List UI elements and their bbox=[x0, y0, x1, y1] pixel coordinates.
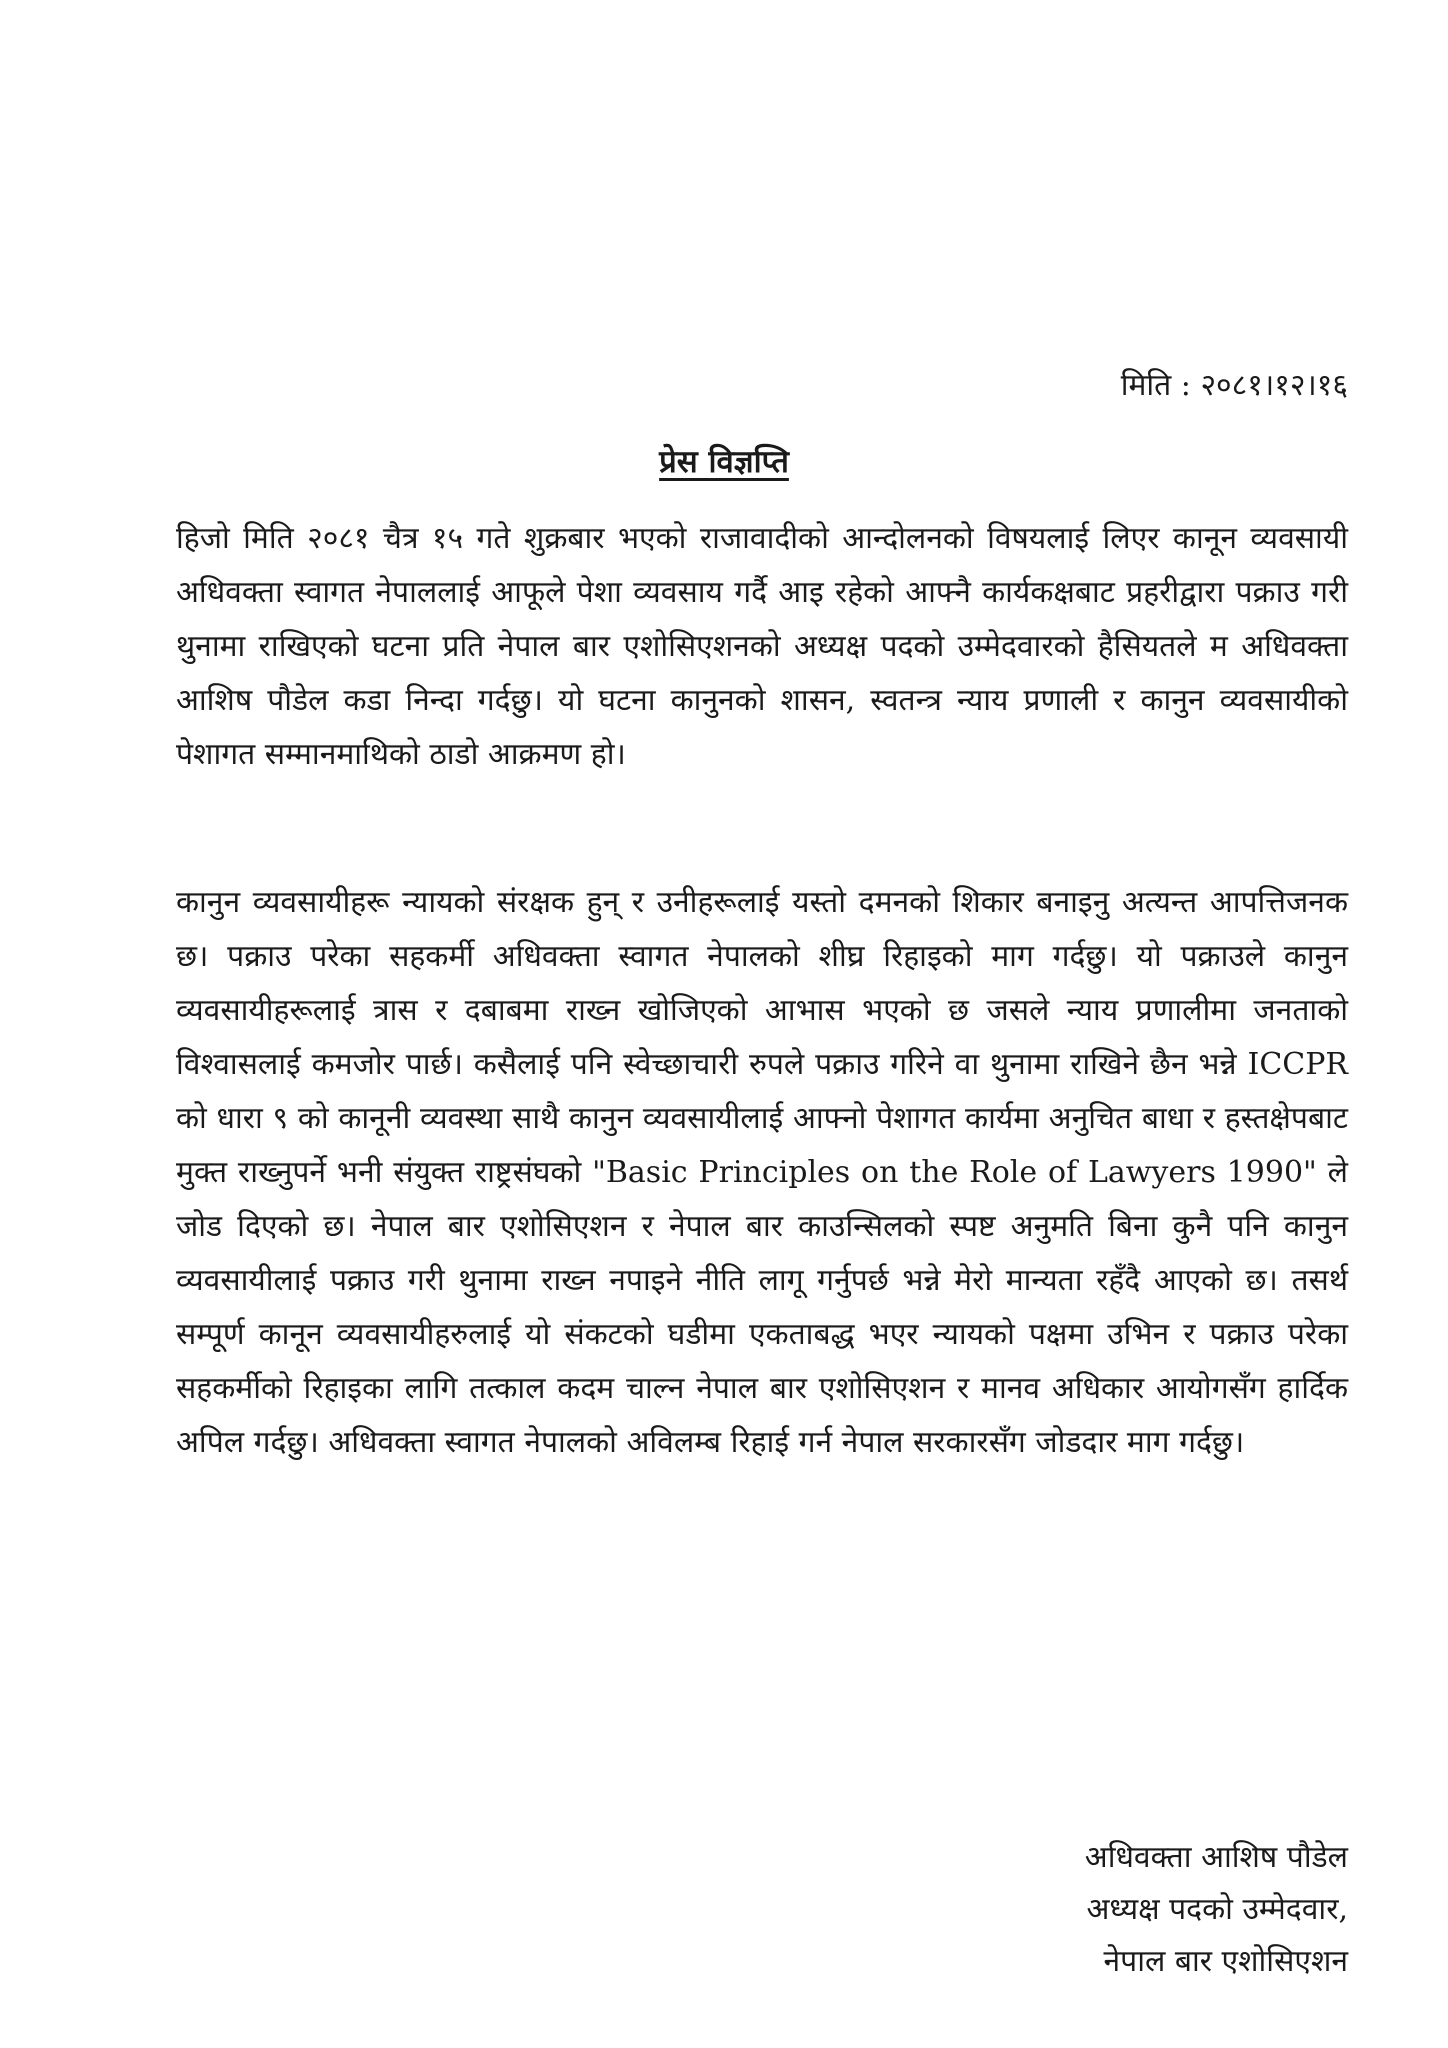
document-title bbox=[0, 438, 1448, 486]
paragraph-2: कानुन व्यवसायीहरू न्यायको संरक्षक हुन् र उनीहरूलाई यस्तो दमनको शिकार बनाइनु अत्यन्त आपत्तिजनक छ। पक्राउ परेका सहकर्मी अधिवक्ता स्वागत नेपालको शीघ्र रिहाइको माग गर्दछु। यो पक्राउले कानुन व्यवसायीहरूलाई त्रास र दबाबमा राख्न खोजिएको आभास भएको छ जसले न्याय प्रणालीमा जनताको विश्वासलाई कमजोर पार्छ। कसैलाई पनि स्वेच्छाचारी रुपले पक्राउ गरिने वा थुनामा राखिने छैन भन्ने ICCPR को धारा ९ को कानूनी व्यवस्था साथै कानुन व्यवसायीलाई आफ्नो पेशागत कार्यमा अनुचित बाधा र हस्तक्षेपबाट मुक्त राख्नुपर्ने भनी संयुक्त राष्ट्रसंघको "Basic Principles on the Role of Lawyers 1990" ले जोड दिएको छ। नेपाल बार एशोसिएशन र नेपाल बार काउन्सिलको स्पष्ट अनुमति बिना कुनै पनि कानुन व्यवसायीलाई पक्राउ गरी थुनामा राख्न नपाइने नीति लागू गर्नुपर्छ भन्ने मेरो मान्यता रहँदै आएको छ। तसर्थ सम्पूर्ण कानून व्यवसायीहरुलाई यो संकटको घडीमा एकताबद्ध भएर न्यायको पक्षमा उभिन र पक्राउ परेका सहकर्मीको रिहाइका लागि तत्काल कदम चाल्न नेपाल बार एशोसिएशन र मानव अधिकार आयोगसँग हार्दिक अपिल गर्दछु। अधिवक्ता स्वागत नेपालको अविलम्ब रिहाई गर्न नेपाल सरकारसँग जोडदार माग गर्दछु। bbox=[176, 885, 1348, 1460]
signature-block bbox=[1085, 1832, 1348, 1988]
date-line: मिति : २०८१।१२।१६ bbox=[1120, 368, 1348, 403]
signature-position: अध्यक्ष पदको उम्मेदवार, bbox=[1086, 1892, 1348, 1927]
document-title-text: प्रेस विज्ञप्ति bbox=[659, 444, 789, 480]
signature-organization: नेपाल बार एशोसिएशन bbox=[1103, 1944, 1348, 1979]
signature-name: अधिवक्ता आशिष पौडेल bbox=[1084, 1840, 1348, 1875]
paragraph-1: हिजो मिति २०८१ चैत्र १५ गते शुक्रबार भएको राजावादीको आन्दोलनको विषयलाई लिएर कानून व्यवसायी अधिवक्ता स्वागत नेपाललाई आफूले पेशा व्यवसाय गर्दै आइ रहेको आफ्नै कार्यकक्षबाट प्रहरीद्वारा पक्राउ गरी थुनामा राखिएको घटना प्रति नेपाल बार एशोसिएशनको अध्यक्ष पदको उम्मेदवारको हैसियतले म अधिवक्ता आशिष पौडेल कडा निन्दा गर्दछु। यो घटना कानुनको शासन, स्वतन्त्र न्याय प्रणाली र कानुन व्यवसायीको पेशागत सम्मानमाथिको ठाडो आक्रमण हो। bbox=[176, 521, 1348, 772]
